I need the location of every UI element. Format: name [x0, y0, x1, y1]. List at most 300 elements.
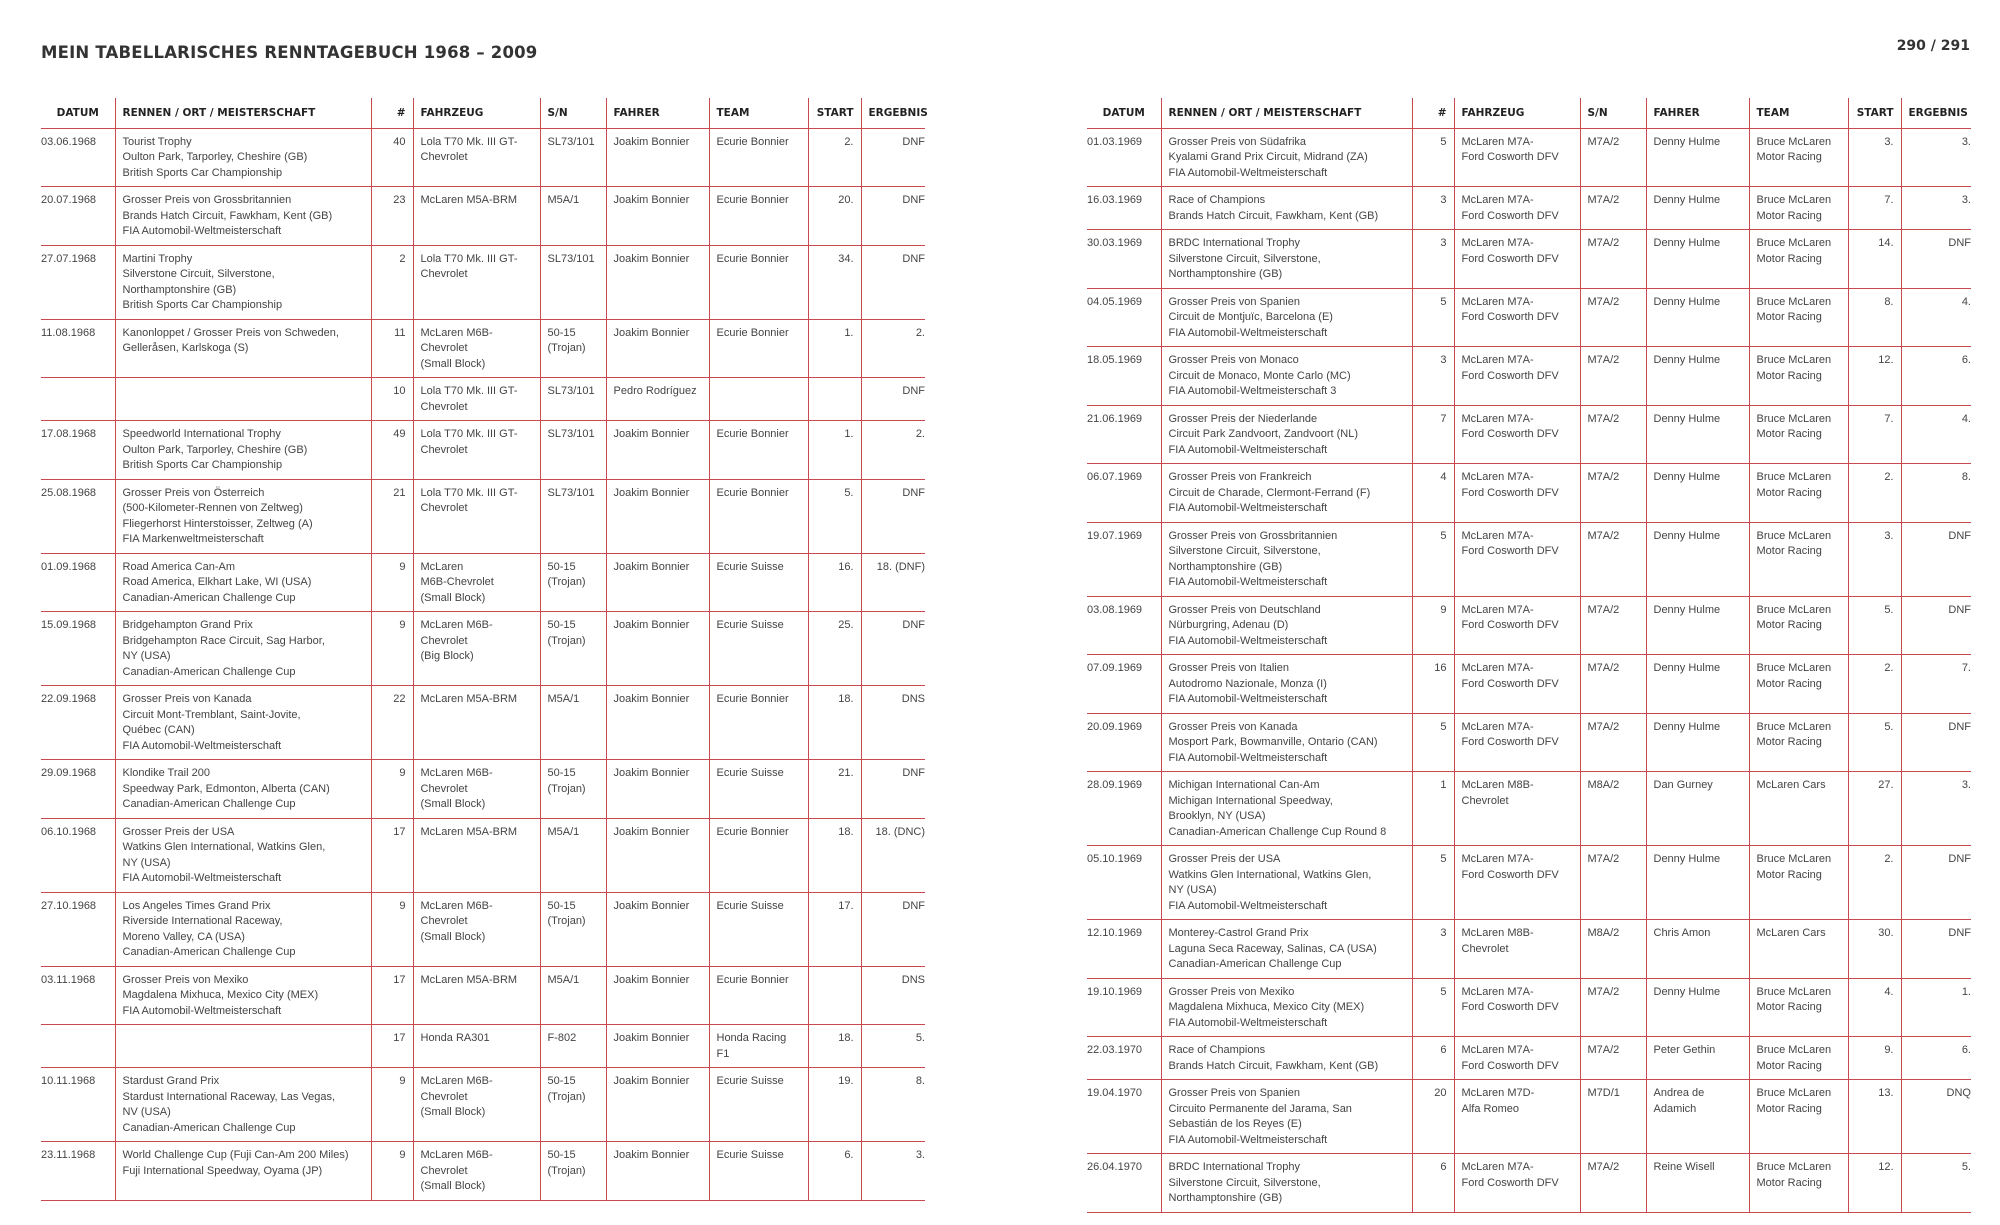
cell-number: 1	[1412, 772, 1454, 846]
cell-sn-line: SL73/101	[547, 428, 595, 440]
cell-fahrer-line: Joakim Bonnier	[613, 619, 690, 631]
cell-fahrzeug-line: (Small Block)	[420, 591, 486, 604]
cell-sn	[540, 421, 606, 480]
cell-team-line: Bruce McLaren	[1756, 603, 1832, 616]
cell-rennen-line: Circuit de Monaco, Monte Carlo (MC)	[1168, 369, 1351, 382]
cell-team-line: Ecurie Bonnier	[716, 135, 789, 148]
col-header-start: START	[1848, 98, 1901, 128]
cell-fahrer-line: Denny Hulme	[1653, 603, 1721, 616]
cell-fahrer-line: Joakim Bonnier	[613, 194, 690, 206]
cell-start: 1.	[808, 421, 861, 480]
cell-rennen-line: Circuit Mont-Tremblant, Saint-Jovite,	[122, 708, 301, 721]
cell-fahrzeug	[1454, 128, 1580, 187]
cell-rennen-line: Race of Champions	[1168, 194, 1266, 206]
cell-sn-line: 50-15	[547, 899, 576, 912]
cell-fahrzeug-line: McLaren M6B-	[420, 899, 493, 912]
cell-team-line: Bruce McLaren	[1756, 295, 1832, 308]
cell-number: 5	[1412, 713, 1454, 772]
cell-number: 49	[371, 421, 413, 480]
cell-rennen	[1161, 655, 1412, 714]
cell-number: 9	[371, 553, 413, 612]
cell-number: 11	[371, 319, 413, 378]
cell-fahrzeug	[1454, 596, 1580, 655]
cell-fahrzeug-line: McLaren M7A-	[1461, 853, 1534, 865]
table-row	[41, 760, 925, 819]
cell-start: 1.	[808, 319, 861, 378]
cell-rennen	[115, 378, 371, 421]
cell-fahrer	[606, 553, 709, 612]
cell-rennen-line: Riverside International Raceway,	[122, 915, 283, 927]
cell-rennen-line: Silverstone Circuit, Silverstone,	[1168, 545, 1321, 557]
header-row	[41, 98, 925, 128]
col-header-sn: S/N	[540, 98, 606, 128]
cell-number: 4	[1412, 464, 1454, 523]
cell-rennen-line: FIA Automobil-Weltmeisterschaft	[1168, 751, 1328, 764]
cell-team-line: Motor Racing	[1756, 545, 1822, 557]
cell-fahrzeug-line: Ford Cosworth DFV	[1461, 209, 1559, 222]
cell-ergebnis: DNF	[1901, 522, 1971, 596]
cell-fahrer	[606, 479, 709, 553]
cell-fahrer	[606, 1068, 709, 1142]
cell-fahrzeug	[413, 421, 540, 480]
cell-team	[709, 760, 808, 819]
cell-rennen	[115, 319, 371, 378]
cell-start: 5.	[1848, 596, 1901, 655]
cell-start: 3.	[1848, 128, 1901, 187]
cell-rennen-line: Grosser Preis der USA	[1168, 853, 1281, 865]
cell-fahrer-line: Joakim Bonnier	[613, 252, 690, 265]
cell-start: 2.	[1848, 464, 1901, 523]
cell-rennen	[1161, 230, 1412, 289]
cell-fahrzeug-line: Ford Cosworth DFV	[1461, 1001, 1559, 1013]
cell-ergebnis: 3.	[1901, 772, 1971, 846]
cell-sn-line: M7A/2	[1587, 135, 1620, 148]
col-header-ergebnis: ERGEBNIS	[1901, 98, 1971, 128]
cell-fahrzeug-line: Chevrolet	[420, 342, 468, 354]
cell-fahrzeug-line: McLaren M7A-	[1461, 354, 1534, 366]
table-row	[1087, 772, 1971, 846]
cell-rennen-line: British Sports Car Championship	[122, 166, 283, 179]
cell-datum: 23.11.1968	[41, 1142, 115, 1201]
cell-team-line: Bruce McLaren	[1756, 662, 1832, 674]
cell-datum: 26.04.1970	[1087, 1154, 1161, 1213]
cell-fahrzeug	[413, 553, 540, 612]
cell-sn	[540, 892, 606, 966]
table-row	[41, 1025, 925, 1068]
cell-rennen-line: FIA Automobil-Weltmeisterschaft	[1168, 502, 1328, 514]
cell-fahrer-line: Joakim Bonnier	[613, 326, 690, 339]
cell-team	[709, 378, 808, 421]
cell-sn-line: (Trojan)	[547, 1090, 586, 1103]
race-log-table-right	[1087, 98, 1971, 1213]
cell-fahrer	[1646, 846, 1749, 920]
cell-sn	[1580, 405, 1646, 464]
cell-fahrzeug-line: Ford Cosworth DFV	[1461, 736, 1559, 748]
cell-rennen-line: Kanonloppet / Grosser Preis von Schweden,	[122, 326, 339, 339]
cell-team-line: Motor Racing	[1756, 151, 1822, 163]
cell-fahrer	[1646, 1154, 1749, 1213]
cell-team-line: Bruce McLaren	[1756, 1161, 1832, 1173]
cell-rennen-line: Circuit de Charade, Clermont-Ferrand (F)	[1168, 486, 1371, 499]
cell-fahrer-line: Denny Hulme	[1653, 295, 1721, 308]
cell-team-line: Bruce McLaren	[1756, 135, 1832, 148]
cell-rennen	[115, 421, 371, 480]
cell-sn-line: M7A/2	[1587, 194, 1620, 206]
cell-team	[1749, 920, 1848, 979]
cell-fahrzeug	[1454, 187, 1580, 230]
cell-fahrzeug	[413, 479, 540, 553]
cell-datum: 07.09.1969	[1087, 655, 1161, 714]
col-header-team: TEAM	[709, 98, 808, 128]
cell-team	[709, 421, 808, 480]
cell-fahrzeug-line: (Small Block)	[420, 357, 486, 370]
cell-number: 6	[1412, 1154, 1454, 1213]
cell-fahrzeug-line: McLaren M7A-	[1461, 135, 1534, 148]
table-row	[41, 1068, 925, 1142]
cell-fahrer-line: Joakim Bonnier	[613, 1032, 690, 1044]
table-row	[1087, 713, 1971, 772]
cell-ergebnis: DNF	[1901, 713, 1971, 772]
cell-team-line: Bruce McLaren	[1756, 1044, 1832, 1056]
cell-number: 7	[1412, 405, 1454, 464]
table-row	[41, 818, 925, 892]
cell-fahrer-line: Denny Hulme	[1653, 985, 1721, 998]
cell-start	[808, 378, 861, 421]
cell-rennen-line: Nürburgring, Adenau (D)	[1168, 619, 1289, 631]
cell-sn	[540, 479, 606, 553]
cell-rennen-line: FIA Automobil-Weltmeisterschaft	[1168, 693, 1328, 705]
cell-datum: 03.06.1968	[41, 128, 115, 187]
cell-number: 9	[1412, 596, 1454, 655]
cell-fahrzeug-line: Chevrolet	[420, 634, 468, 647]
cell-team	[1749, 1037, 1848, 1080]
cell-datum: 19.10.1969	[1087, 978, 1161, 1037]
cell-rennen	[1161, 978, 1412, 1037]
cell-start: 17.	[808, 892, 861, 966]
cell-rennen-line: Oulton Park, Tarporley, Cheshire (GB)	[122, 151, 308, 163]
cell-rennen	[115, 187, 371, 246]
cell-team-line: Motor Racing	[1756, 1059, 1822, 1072]
cell-rennen-line: Fuji International Speedway, Oyama (JP)	[122, 1164, 323, 1177]
cell-sn	[540, 1142, 606, 1201]
cell-team-line: McLaren Cars	[1756, 927, 1826, 939]
cell-rennen-line: Silverstone Circuit, Silverstone,	[1168, 1176, 1321, 1189]
cell-sn-line: M7A/2	[1587, 662, 1620, 674]
table-row	[41, 966, 925, 1025]
cell-fahrer	[1646, 596, 1749, 655]
cell-team-line: Motor Racing	[1756, 619, 1822, 631]
cell-rennen	[115, 612, 371, 686]
cell-rennen	[1161, 1037, 1412, 1080]
cell-fahrzeug	[413, 128, 540, 187]
cell-fahrzeug-line: McLaren M7A-	[1461, 295, 1534, 308]
cell-rennen-line: British Sports Car Championship	[122, 299, 283, 311]
cell-ergebnis: 7.	[1901, 655, 1971, 714]
cell-fahrer	[606, 818, 709, 892]
cell-fahrzeug-line: McLaren M5A-BRM	[420, 194, 518, 206]
cell-fahrer-line: Joakim Bonnier	[613, 825, 690, 838]
page-number: 290 / 291	[1896, 38, 1970, 54]
cell-fahrer-line: Joakim Bonnier	[613, 135, 690, 148]
cell-datum: 01.03.1969	[1087, 128, 1161, 187]
cell-number: 5	[1412, 846, 1454, 920]
cell-ergebnis: 3.	[1901, 187, 1971, 230]
cell-fahrer-line: Denny Hulme	[1653, 412, 1721, 425]
cell-team	[1749, 978, 1848, 1037]
cell-fahrzeug-line: McLaren	[420, 560, 464, 573]
table-row	[1087, 655, 1971, 714]
cell-fahrzeug	[1454, 288, 1580, 347]
cell-start: 27.	[1848, 772, 1901, 846]
cell-fahrzeug-line: McLaren M7A-	[1461, 603, 1534, 616]
cell-fahrer-line: Chris Amon	[1653, 927, 1711, 939]
cell-rennen-line: Grosser Preis von Frankreich	[1168, 471, 1312, 483]
cell-fahrzeug	[413, 612, 540, 686]
cell-start: 13.	[1848, 1080, 1901, 1154]
cell-rennen-line: Brands Hatch Circuit, Fawkham, Kent (GB)	[1168, 209, 1379, 222]
cell-team	[709, 818, 808, 892]
cell-fahrer	[606, 966, 709, 1025]
cell-sn-line: M7A/2	[1587, 853, 1620, 865]
cell-rennen-line: NY (USA)	[122, 650, 171, 662]
cell-fahrzeug	[1454, 1154, 1580, 1213]
cell-sn	[540, 128, 606, 187]
cell-start: 5.	[1848, 713, 1901, 772]
cell-number: 10	[371, 378, 413, 421]
cell-fahrer	[1646, 230, 1749, 289]
table-row	[41, 319, 925, 378]
cell-datum	[41, 1025, 115, 1068]
cell-rennen	[115, 818, 371, 892]
cell-sn	[540, 553, 606, 612]
table-row	[41, 553, 925, 612]
cell-sn	[1580, 230, 1646, 289]
col-header-rennen: RENNEN / ORT / MEISTERSCHAFT	[1161, 98, 1412, 128]
cell-rennen-line: Northamptonshire (GB)	[1168, 1192, 1283, 1204]
cell-fahrer-line: Denny Hulme	[1653, 194, 1721, 206]
cell-sn-line: M7A/2	[1587, 1044, 1620, 1056]
cell-team-line: Bruce McLaren	[1756, 1087, 1832, 1099]
cell-sn	[1580, 1037, 1646, 1080]
cell-number: 3	[1412, 920, 1454, 979]
cell-team	[709, 966, 808, 1025]
cell-fahrzeug-line: McLaren M7A-	[1461, 237, 1534, 249]
cell-fahrer	[606, 245, 709, 319]
table-row	[1087, 522, 1971, 596]
cell-datum: 27.10.1968	[41, 892, 115, 966]
cell-fahrer	[606, 128, 709, 187]
cell-number: 9	[371, 612, 413, 686]
cell-datum: 12.10.1969	[1087, 920, 1161, 979]
cell-team-line: Bruce McLaren	[1756, 412, 1832, 425]
cell-rennen-line: Grosser Preis von Deutschland	[1168, 603, 1321, 616]
cell-sn-line: F-802	[547, 1032, 577, 1044]
cell-rennen-line: Canadian-American Challenge Cup	[122, 798, 296, 810]
cell-team	[709, 686, 808, 760]
cell-team-line: Bruce McLaren	[1756, 853, 1832, 865]
cell-rennen-line: FIA Automobil-Weltmeisterschaft	[1168, 899, 1328, 912]
cell-start: 14.	[1848, 230, 1901, 289]
cell-start: 2.	[1848, 655, 1901, 714]
cell-fahrzeug	[413, 1068, 540, 1142]
cell-fahrzeug-line: Ford Cosworth DFV	[1461, 868, 1559, 881]
cell-team-line: Motor Racing	[1756, 369, 1822, 382]
cell-rennen-line: Grosser Preis von Monaco	[1168, 354, 1299, 366]
cell-ergebnis: 18. (DNC)	[861, 818, 925, 892]
cell-rennen-line: Moreno Valley, CA (USA)	[122, 930, 245, 943]
cell-rennen	[115, 245, 371, 319]
cell-rennen-line: Kyalami Grand Prix Circuit, Midrand (ZA)	[1168, 151, 1368, 163]
cell-rennen-line: Race of Champions	[1168, 1044, 1266, 1056]
col-header-team: TEAM	[1749, 98, 1848, 128]
cell-ergebnis: DNQ	[1901, 1080, 1971, 1154]
cell-team-line: Ecurie Bonnier	[716, 194, 789, 206]
table-row	[41, 892, 925, 966]
cell-fahrzeug-line: Ford Cosworth DFV	[1461, 1059, 1559, 1072]
cell-fahrzeug	[1454, 230, 1580, 289]
cell-datum: 16.03.1969	[1087, 187, 1161, 230]
cell-fahrzeug-line: Chevrolet	[420, 1164, 468, 1177]
cell-team	[1749, 128, 1848, 187]
cell-number: 20	[1412, 1080, 1454, 1154]
cell-start: 21.	[808, 760, 861, 819]
cell-rennen-line: Monterey-Castrol Grand Prix	[1168, 927, 1309, 939]
cell-fahrer-line: Adamich	[1653, 1102, 1697, 1115]
cell-sn-line: M7A/2	[1587, 720, 1620, 733]
cell-team	[709, 128, 808, 187]
cell-rennen-line: Fliegerhorst Hinterstoisser, Zeltweg (A)	[122, 517, 313, 530]
cell-team-line: Motor Racing	[1756, 736, 1822, 748]
cell-fahrer	[1646, 978, 1749, 1037]
cell-datum: 19.04.1970	[1087, 1080, 1161, 1154]
cell-fahrer	[606, 892, 709, 966]
cell-datum: 06.10.1968	[41, 818, 115, 892]
cell-datum: 28.09.1969	[1087, 772, 1161, 846]
cell-rennen-line: Circuito Permanente del Jarama, San	[1168, 1102, 1352, 1115]
cell-datum: 27.07.1968	[41, 245, 115, 319]
cell-sn-line: SL73/101	[547, 385, 595, 397]
cell-fahrzeug	[413, 760, 540, 819]
cell-fahrer-line: Peter Gethin	[1653, 1044, 1716, 1056]
cell-number: 9	[371, 1142, 413, 1201]
cell-sn-line: M7A/2	[1587, 603, 1620, 616]
cell-rennen-line: Northamptonshire (GB)	[1168, 268, 1283, 280]
cell-fahrer	[1646, 1037, 1749, 1080]
cell-rennen-line: FIA Automobil-Weltmeisterschaft	[122, 739, 282, 752]
cell-rennen-line: Canadian-American Challenge Cup	[122, 946, 296, 958]
cell-team-line: McLaren Cars	[1756, 779, 1826, 791]
cell-fahrzeug-line: Ford Cosworth DFV	[1461, 619, 1559, 631]
cell-rennen-line: NY (USA)	[122, 856, 171, 869]
cell-rennen-line: BRDC International Trophy	[1168, 237, 1300, 249]
cell-start: 18.	[808, 686, 861, 760]
cell-datum: 04.05.1969	[1087, 288, 1161, 347]
cell-rennen	[1161, 713, 1412, 772]
cell-fahrzeug-line: McLaren M7D-	[1461, 1087, 1535, 1099]
cell-rennen-line: NV (USA)	[122, 1106, 171, 1118]
cell-rennen-line: Grosser Preis der Niederlande	[1168, 412, 1318, 425]
cell-fahrzeug	[1454, 1037, 1580, 1080]
cell-team	[1749, 596, 1848, 655]
cell-rennen-line: Canadian-American Challenge Cup	[122, 591, 296, 604]
col-header-number: #	[371, 98, 413, 128]
cell-fahrzeug-line: Ford Cosworth DFV	[1461, 677, 1559, 690]
cell-fahrzeug-line: (Small Block)	[420, 1106, 486, 1118]
cell-rennen-line: Watkins Glen International, Watkins Glen,	[122, 841, 326, 853]
cell-rennen-line: Silverstone Circuit, Silverstone,	[1168, 252, 1321, 265]
cell-fahrzeug-line: McLaren M7A-	[1461, 194, 1534, 206]
cell-fahrzeug	[413, 966, 540, 1025]
cell-datum: 22.03.1970	[1087, 1037, 1161, 1080]
cell-team	[1749, 405, 1848, 464]
cell-team-line: Ecurie Bonnier	[716, 486, 789, 499]
cell-fahrzeug-line: M6B-Chevrolet	[420, 576, 494, 588]
cell-fahrer	[606, 686, 709, 760]
cell-rennen	[1161, 128, 1412, 187]
cell-fahrzeug-line: Ford Cosworth DFV	[1461, 545, 1559, 557]
cell-team	[1749, 464, 1848, 523]
cell-team-line: Honda Racing F1	[716, 1032, 787, 1060]
cell-rennen-line: Québec (CAN)	[122, 724, 195, 736]
cell-team-line: Motor Racing	[1756, 428, 1822, 440]
cell-fahrzeug-line: Lola T70 Mk. III GT-	[420, 428, 518, 440]
cell-rennen-line: NY (USA)	[1168, 884, 1217, 896]
cell-number: 16	[1412, 655, 1454, 714]
cell-start: 18.	[808, 818, 861, 892]
cell-fahrer	[1646, 128, 1749, 187]
cell-rennen-line: Michigan International Can-Am	[1168, 779, 1320, 791]
cell-ergebnis: 2.	[861, 319, 925, 378]
cell-fahrzeug	[1454, 522, 1580, 596]
cell-rennen-line: FIA Markenweltmeisterschaft	[122, 533, 264, 545]
table-row	[1087, 1037, 1971, 1080]
cell-fahrer-line: Denny Hulme	[1653, 135, 1721, 148]
cell-rennen	[115, 553, 371, 612]
cell-rennen-line: Martini Trophy	[122, 252, 193, 265]
cell-fahrzeug	[1454, 772, 1580, 846]
cell-datum: 20.07.1968	[41, 187, 115, 246]
cell-team-line: Bruce McLaren	[1756, 471, 1832, 483]
cell-ergebnis: DNF	[1901, 230, 1971, 289]
cell-sn	[540, 1025, 606, 1068]
cell-start: 3.	[1848, 522, 1901, 596]
cell-datum: 18.05.1969	[1087, 347, 1161, 406]
cell-fahrzeug	[1454, 405, 1580, 464]
cell-fahrzeug-line: McLaren M6B-	[420, 1075, 493, 1087]
cell-rennen-line: Speedway Park, Edmonton, Alberta (CAN)	[122, 782, 330, 795]
cell-start: 20.	[808, 187, 861, 246]
cell-team-line: Motor Racing	[1756, 311, 1822, 323]
cell-rennen-line: Brands Hatch Circuit, Fawkham, Kent (GB)	[122, 209, 333, 222]
cell-start: 8.	[1848, 288, 1901, 347]
cell-fahrer-line: Denny Hulme	[1653, 529, 1721, 542]
cell-rennen-line: Canadian-American Challenge Cup Round 8	[1168, 825, 1387, 838]
cell-rennen-line: Grosser Preis von Kanada	[122, 693, 252, 705]
race-log-table-left	[41, 98, 928, 1201]
cell-fahrzeug-line: Chevrolet	[420, 443, 468, 456]
cell-sn-line: SL73/101	[547, 135, 595, 148]
cell-rennen-line: Bridgehampton Grand Prix	[122, 619, 253, 631]
cell-sn	[540, 245, 606, 319]
cell-fahrer-line: Denny Hulme	[1653, 853, 1721, 865]
cell-rennen-line: Klondike Trail 200	[122, 767, 210, 779]
cell-fahrzeug-line: (Small Block)	[420, 930, 486, 943]
page-title: MEIN TABELLARISCHES RENNTAGEBUCH 1968 – 2009	[41, 43, 538, 62]
cell-number: 2	[371, 245, 413, 319]
cell-fahrzeug-line: Ford Cosworth DFV	[1461, 369, 1559, 382]
cell-rennen-line: FIA Automobil-Weltmeisterschaft	[122, 872, 282, 884]
cell-fahrzeug	[1454, 978, 1580, 1037]
